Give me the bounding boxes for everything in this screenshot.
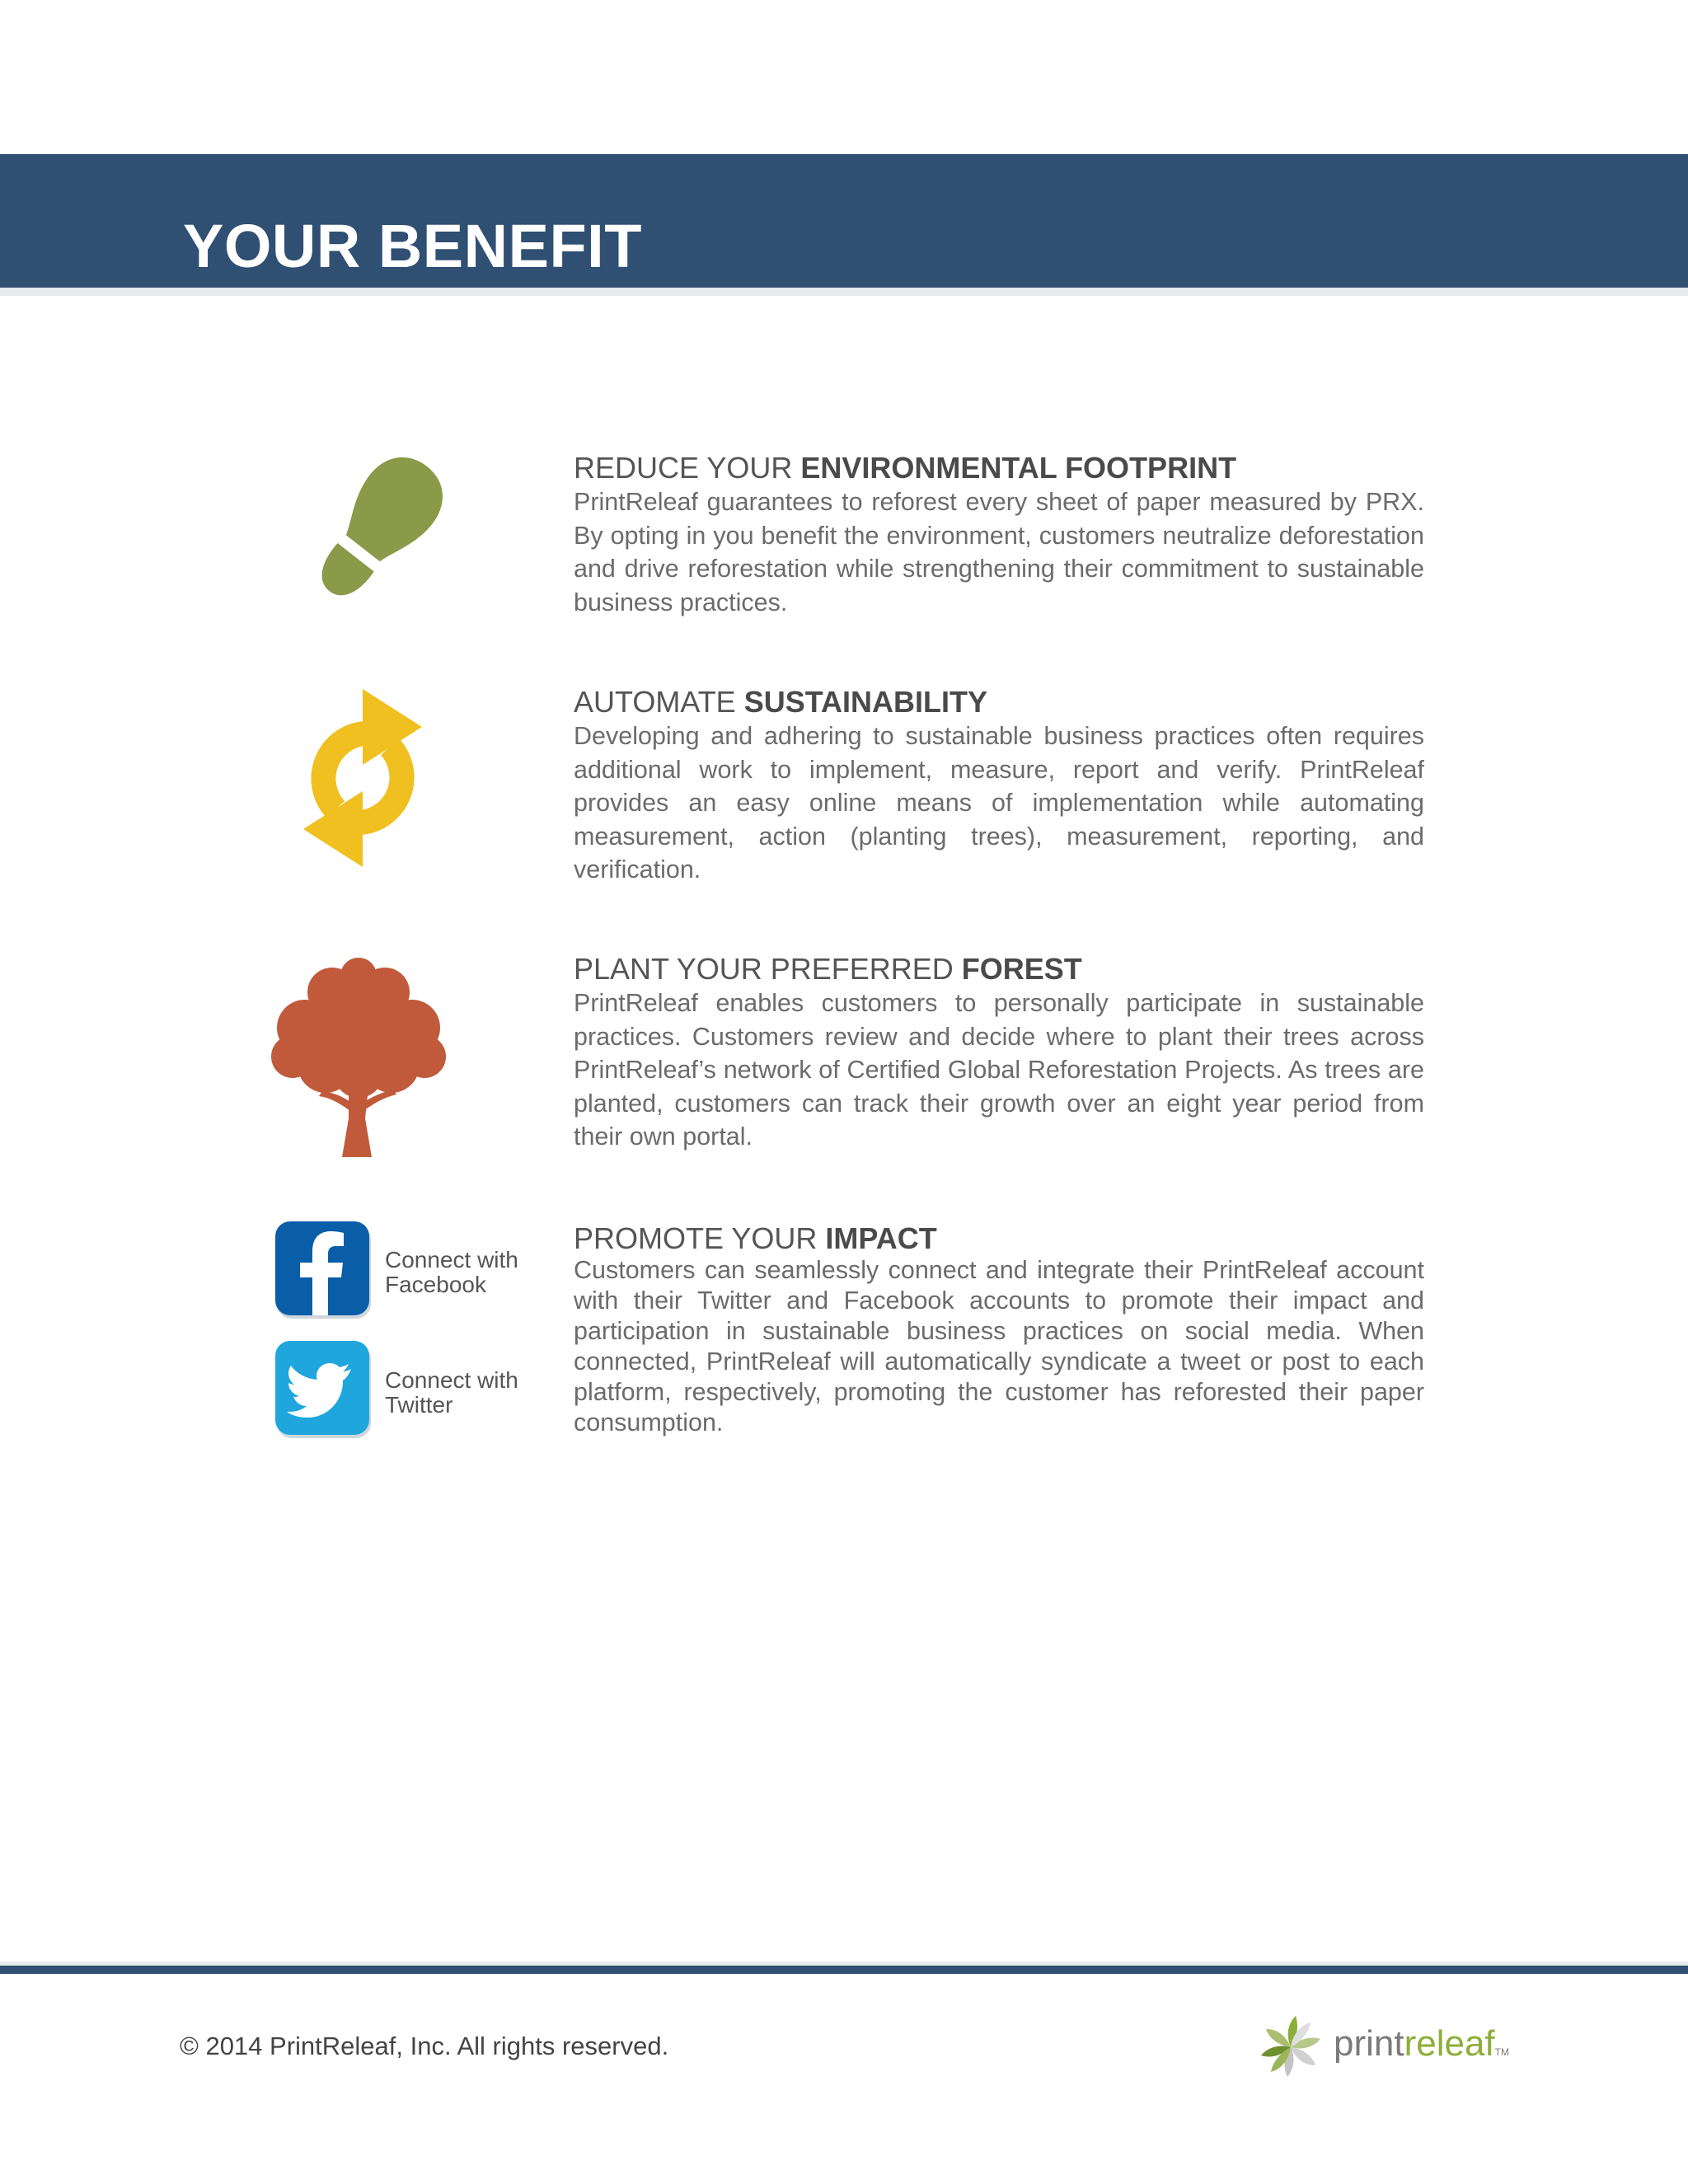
- tree-icon: [268, 949, 449, 1160]
- footprint-icon: [305, 445, 453, 614]
- page-title: YOUR BENEFIT: [183, 212, 642, 280]
- section-title-promote: PROMOTE YOUR IMPACT: [574, 1221, 937, 1255]
- section-body-footprint: PrintReleaf guarantees to reforest every sheet of paper measured by PRX. By opting in you benefit the environment, customers neutralize deforestation and drive reforestation while strengthening their commitment to sustainable business practices.: [574, 488, 1424, 616]
- section-body-automate: Developing and adhering to sustainable business practices often requires additional work to implement, measure, report and verify. PrintReleaf provides an easy online means of implementation while automating measurement, action (planting trees), measurement, reporting, and verification.: [574, 722, 1424, 883]
- leaf-logo-icon: [1251, 2011, 1330, 2085]
- section-title-footprint: REDUCE YOUR ENVIRONMENTAL FOOTPRINT: [574, 451, 1237, 485]
- section-body-promote: Customers can seamlessly connect and integrate their PrintReleaf account with their Twitter and Facebook accounts to promote their impact and participation in sustainable business practices on social media. When connected, PrintReleaf will automatically syndicate a tweet or post to each platform, respectively, promoting the customer has reforested their paper consumption.: [574, 1256, 1424, 1436]
- facebook-icon: [275, 1221, 373, 1319]
- twitter-icon: [275, 1341, 373, 1438]
- footer-divider: [0, 1966, 1688, 1974]
- section-title-automate: AUTOMATE SUSTAINABILITY: [574, 685, 988, 719]
- header-divider: [0, 288, 1688, 296]
- section-title-forest: PLANT YOUR PREFERRED FOREST: [574, 952, 1082, 986]
- copyright: © 2014 PrintReleaf, Inc. All rights reserved.: [180, 2032, 669, 2060]
- logo-wordmark: printreleafTM: [1334, 2023, 1509, 2064]
- section-body-forest: PrintReleaf enables customers to personally participate in sustainable practices. Customers review and decide where to plant their trees across PrintReleaf’s network of Certified Global Reforestation Projects. As trees are planted, customers can track their growth over an eight year period from their own portal.: [574, 989, 1424, 1151]
- refresh-arrows-icon: [288, 686, 437, 871]
- facebook-label: Connect with Facebook: [385, 1247, 518, 1297]
- printreleaf-logo[interactable]: [1251, 2011, 1515, 2085]
- twitter-label: Connect with Twitter: [385, 1367, 518, 1418]
